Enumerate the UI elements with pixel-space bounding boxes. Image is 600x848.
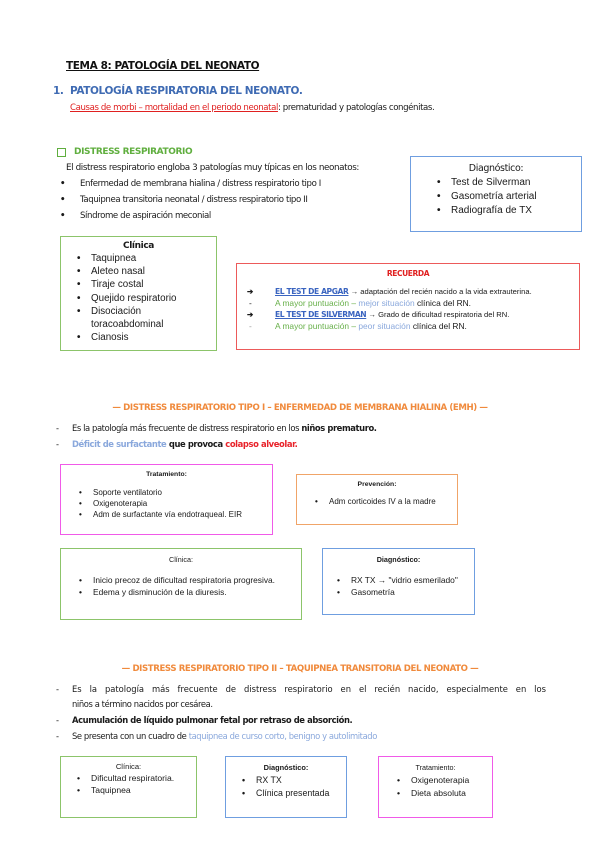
list-item-text: Enfermedad de membrana hialina / distress respiratorio tipo I [80,179,321,189]
bullet-icon: • [77,266,81,278]
dash-icon: - [56,715,59,725]
bullet-icon: • [437,191,441,202]
bullet-icon: • [79,510,82,519]
document-title: TEMA 8: PATOLOGÍA DEL NEONATO [66,60,260,72]
bullet-icon: • [397,788,401,798]
bullet-icon: • [437,205,441,216]
dash-icon: - [56,439,59,449]
box-title: RECUERDA [386,269,430,278]
distress-heading [57,147,192,157]
list-item: • Quejido respiratorio [77,292,177,304]
distress-list-item [60,179,321,189]
bullet-icon: • [77,292,81,304]
list-item: • Disociación toracoabdominal [77,305,164,331]
dash-icon: - [56,684,59,694]
distress-list-item [60,211,211,221]
tratamiento-box [378,756,493,818]
bullet-icon: • [437,177,441,188]
list-item: • Edema y disminución de la diuresis. [79,587,227,597]
bullet-icon: • [77,279,81,291]
tipo1-line: - Déficit de surfactante que provoca colapso alveolar. [56,439,298,449]
list-item: • Adm corticoides IV a la madre [315,497,436,506]
prevencion-box [296,474,458,525]
distress-intro: El distress respiratorio engloba 3 patologías muy típicas en los neonatos: [66,163,359,173]
bullet-icon: • [337,575,340,585]
list-item: • Test de Silverman [437,177,531,188]
clinica-box [60,236,217,351]
arrow-icon: ➔ [247,310,254,319]
box-title: Diagnóstico: [263,763,309,772]
bullet-icon: • [60,211,66,221]
list-item: • Taquipnea [77,785,131,795]
box-title: Prevención: [357,481,397,488]
tipo2-line-continued: niños a término nacidos por cesárea. [72,699,213,709]
list-item: • Gasometría [337,587,395,597]
tipo2-line: - Es la patología más frecuente de distress respiratorio en el recién nacido, especialmente en los [56,684,546,694]
bullet-icon: • [77,773,81,783]
distress-list-item [60,195,307,205]
box-title: Tratamiento: [415,763,456,772]
apgar-link[interactable]: EL TEST DE APGAR [275,287,349,296]
list-item: • Oxigenoterapia [79,499,148,508]
apgar-sub-line: - A mayor puntuación – mejor situación clínica del RN. [237,298,579,310]
list-item: • Taquipnea [77,253,137,264]
list-item: • RX TX → "vidrio esmerilado" [337,575,458,585]
causes-label: Causas de morbi – mortalidad en el periodo neonatal [70,103,278,113]
tratamiento-box [60,464,273,535]
dash-icon: - [249,320,252,331]
section-heading-text: PATOLOGÍA RESPIRATORIA DEL NEONATO. [70,85,303,97]
bullet-icon: • [60,195,66,205]
diagnostico-box [322,548,475,615]
bullet-icon: • [79,587,82,597]
bullet-icon: • [79,575,82,585]
bullet-icon: • [242,788,246,798]
diagnostico-box [410,156,582,232]
list-item: • Oxigenoterapia [397,775,470,785]
list-item: • Dieta absoluta [397,788,466,798]
list-item: • Soporte ventilatorio [79,488,162,497]
diagnostico-box [225,756,347,818]
bullet-icon: • [77,305,81,317]
tipo2-heading: — DISTRESS RESPIRATORIO TIPO II – TAQUIPNEA TRANSITORIA DEL NEONATO — [121,664,479,674]
box-title: Diagnóstico: [468,163,524,174]
arrow-icon: ➔ [247,287,254,296]
tipo2-line: - Se presenta con un cuadro de taquipnea de curso corto, benigno y autolimitado [56,731,377,741]
tipo2-line: - Acumulación de líquido pulmonar fetal por retraso de absorción. [56,715,353,725]
silverman-sub-line: - A mayor puntuación – peor situación clínica del RN. [237,321,579,333]
box-title: Tratamiento: [146,471,187,478]
section-number: 1. [53,85,64,97]
recuerda-box [236,263,580,350]
list-item-text: Taquipnea transitoria neonatal / distress respiratorio tipo II [80,195,308,205]
box-title: Clínica: [169,555,193,564]
bullet-icon: • [77,785,81,795]
bullet-icon: • [79,488,82,497]
clinica-box [60,756,197,818]
dash-icon: - [249,297,252,308]
box-title: Diagnóstico: [376,555,421,564]
list-item: • Tiraje costal [77,279,144,291]
list-item: • Dificultad respiratoria. [77,773,175,783]
section-heading [53,85,302,97]
bullet-icon: • [77,253,81,264]
bullet-icon: • [242,775,246,785]
bullet-icon: • [397,775,401,785]
bullet-icon: • [79,499,82,508]
list-item: • Aleteo nasal [77,266,145,278]
list-item: • RX TX [242,775,282,785]
dash-icon: - [56,731,59,741]
apgar-line: ➔ EL TEST DE APGAR → adaptación del recién nacido a la vida extrauterina. [237,286,579,298]
bullet-icon: • [60,179,66,189]
causes-line [70,103,434,113]
distress-heading-text: DISTRESS RESPIRATORIO [74,147,193,157]
list-item-text: Síndrome de aspiración meconial [80,211,211,221]
list-item: • Radiografía de TX [437,205,532,216]
list-item: • Inicio precoz de dificultad respiratoria progresiva. [79,575,276,585]
list-item: • Cianosis [77,332,129,344]
silverman-link[interactable]: EL TEST DE SILVERMAN [275,310,367,319]
bullet-icon: • [337,587,340,597]
tipo1-heading: — DISTRESS RESPIRATORIO TIPO I – ENFERMEDAD DE MEMBRANA HIALINA (EMH) — [112,403,488,413]
bullet-icon: • [77,332,81,344]
box-title: Clínica [123,241,154,251]
dash-icon: - [56,423,59,433]
checkbox-square-icon [57,148,66,157]
silverman-line: ➔ EL TEST DE SILVERMAN → Grado de dificultad respiratoria del RN. [237,309,579,321]
bullet-icon: • [315,497,318,506]
list-item: • Clínica presentada [242,788,330,798]
causes-text: : prematuridad y patologías congénitas. [277,103,435,113]
box-title: Clínica: [115,762,142,771]
tipo1-line: - Es la patología más frecuente de distress respiratorio en los niños prematuro. [56,423,377,433]
list-item: • Gasometría arterial [437,191,537,202]
list-item: • Adm de surfactante vía endotraqueal. EIR [79,510,242,519]
clinica-box [60,548,302,620]
